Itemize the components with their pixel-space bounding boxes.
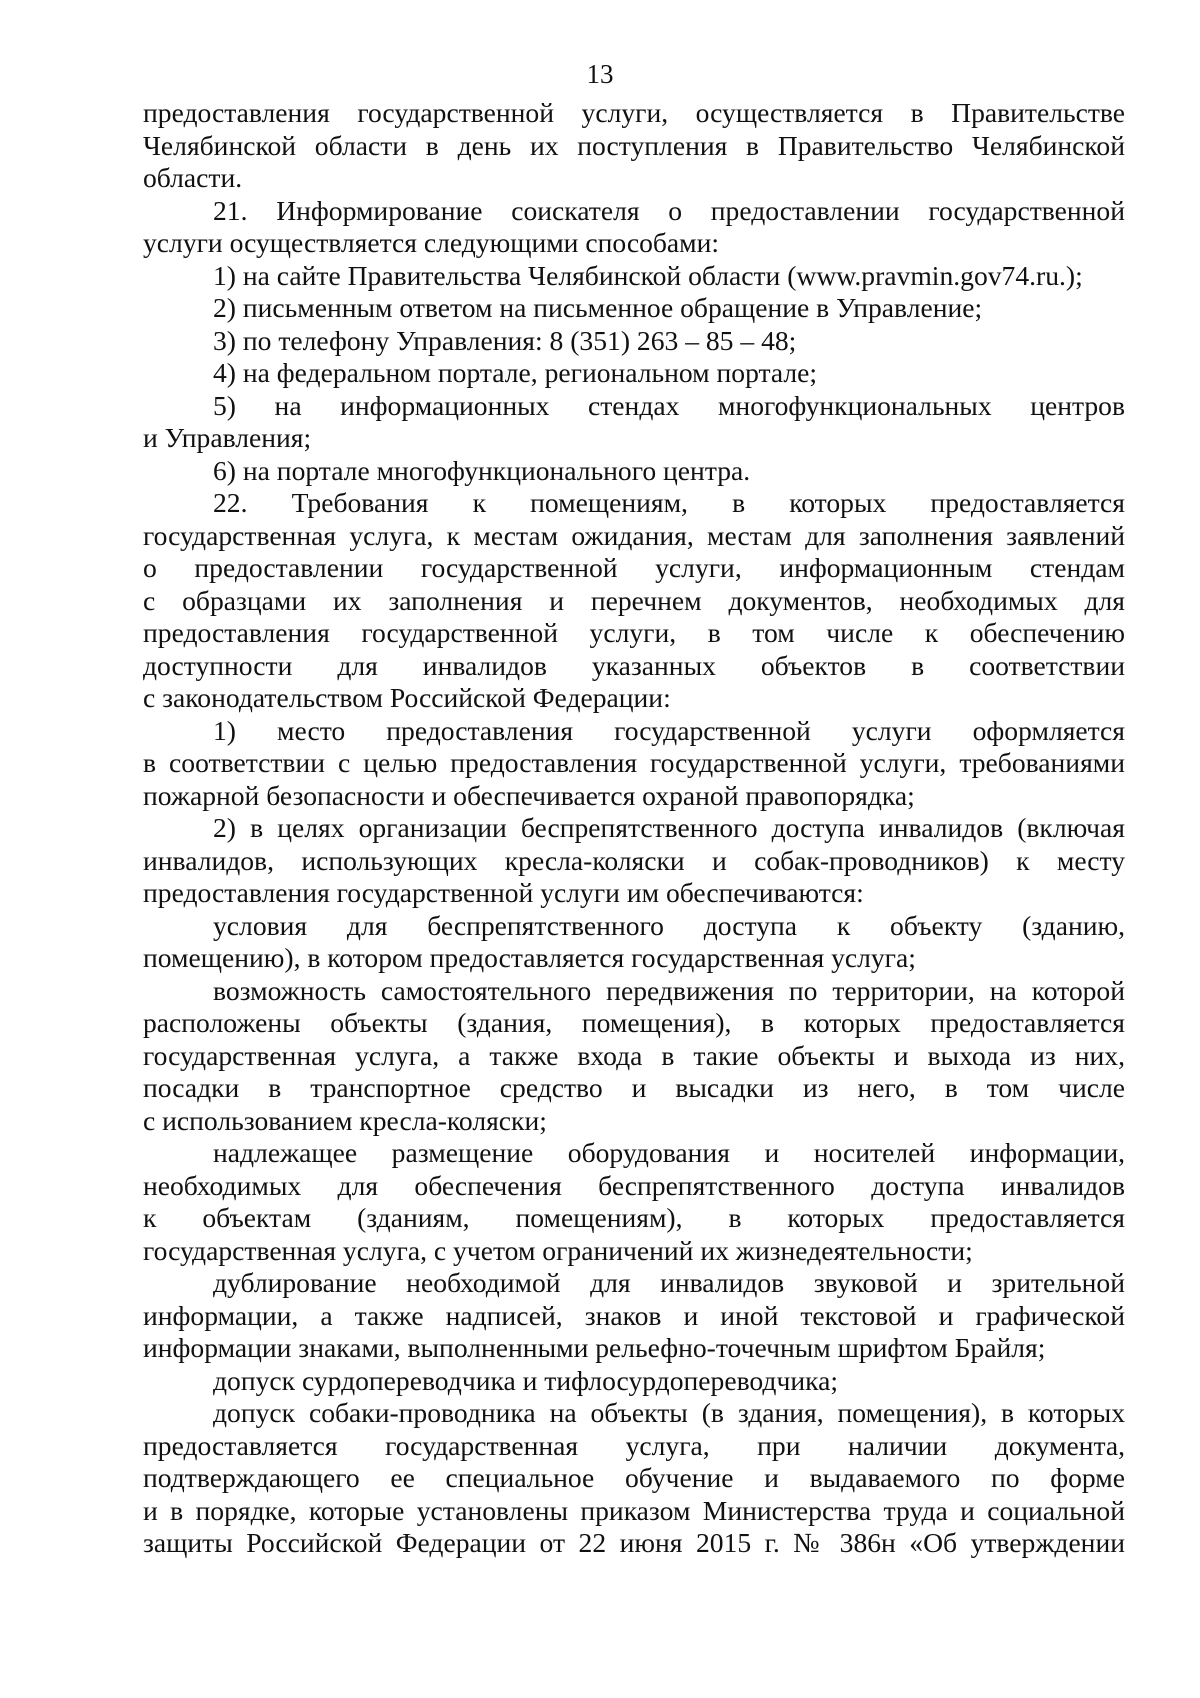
text-line: государственная услуга, к местам ожидания, местам для заполнения заявлений xyxy=(143,519,1125,551)
text-line: о предоставлении государственной услуги, информационным стендам xyxy=(143,552,1125,583)
paragraph xyxy=(143,325,1125,358)
text-line: с законодательством Российской Федерации: xyxy=(143,682,671,713)
paragraph xyxy=(143,455,1125,488)
paragraph xyxy=(143,812,1125,910)
text-line: допуск сурдопереводчика и тифлосурдопереводчика; xyxy=(213,1364,838,1396)
text-line: необходимых для обеспечения беспрепятственного доступа инвалидов xyxy=(143,1169,1125,1201)
paragraph xyxy=(143,97,1125,195)
text-line: доступности для инвалидов указанных объектов в соответствии xyxy=(143,649,1125,681)
paragraph xyxy=(143,260,1125,293)
paragraph xyxy=(143,1397,1125,1560)
text-line: Челябинской области в день их поступления в Правительство Челябинской xyxy=(143,129,1125,161)
page-number: 13 xyxy=(586,59,614,89)
text-line: предоставления государственной услуги им обеспечиваются: xyxy=(143,877,864,908)
paragraph xyxy=(143,487,1125,715)
text-line: пожарной безопасности и обеспечивается охраной правопорядка; xyxy=(143,779,915,811)
text-line: допуск собаки-проводника на объекты (в здания, помещения), в которых xyxy=(213,1397,1125,1428)
paragraph xyxy=(143,292,1125,325)
paragraph xyxy=(143,1365,1125,1398)
text-line: предоставления государственной услуги, осуществляется в Правительстве xyxy=(143,97,1125,128)
text-line: 2) письменным ответом на письменное обращение в Управление; xyxy=(213,292,983,323)
text-line: с использованием кресла-коляски; xyxy=(143,1104,547,1136)
text-line: подтверждающего ее специальное обучение и выдаваемого по форме xyxy=(143,1462,1125,1493)
paragraph xyxy=(143,390,1125,455)
text-line: области. xyxy=(143,162,243,193)
text-line: защиты Российской Федерации от 22 июня 2015 г. № 386н «Об утверждении xyxy=(143,1527,1125,1558)
paragraph xyxy=(143,910,1125,975)
text-line: государственная услуга, с учетом ограничений их жизнедеятельности; xyxy=(143,1234,973,1266)
text-line: расположены объекты (здания, помещения), в которых предоставляется xyxy=(143,1007,1125,1038)
text-line: и Управления; xyxy=(143,422,312,453)
text-line: 3) по телефону Управления: 8 (351) 263 – 85 – 48; xyxy=(213,324,797,356)
paragraph xyxy=(143,715,1125,813)
text-line: предоставления государственной услуги, в том числе к обеспечению xyxy=(143,617,1125,648)
text-line: 1) место предоставления государственной услуги оформляется xyxy=(213,714,1125,746)
text-line: 1) на сайте Правительства Челябинской области (www.pravmin.gov74.ru.); xyxy=(213,259,1083,291)
text-line: возможность самостоятельного передвижения по территории, на которой xyxy=(213,974,1125,1006)
text-line: посадки в транспортное средство и высадки из него, в том числе xyxy=(143,1072,1125,1103)
text-line: предоставляется государственная услуга, при наличии документа, xyxy=(143,1429,1125,1461)
document-body xyxy=(143,97,1125,1560)
text-line: 21. Информирование соискателя о предоставлении государственной xyxy=(213,194,1125,226)
text-line: 4) на федеральном портале, региональном портале; xyxy=(213,357,818,388)
text-line: инвалидов, использующих кресла-коляски и собак-проводников) к месту xyxy=(143,844,1125,876)
text-line: информации знаками, выполненными рельефно-точечным шрифтом Брайля; xyxy=(143,1332,1046,1363)
text-line: и в порядке, которые установлены приказом Министерства труда и социальной xyxy=(143,1494,1125,1526)
text-line: условия для беспрепятственного доступа к объекту (зданию, xyxy=(213,909,1125,941)
paragraph xyxy=(143,975,1125,1138)
text-line: 22. Требования к помещениям, в которых предоставляется xyxy=(213,487,1125,518)
text-line: к объектам (зданиям, помещениям), в которых предоставляется xyxy=(143,1202,1125,1233)
text-line: 5) на информационных стендах многофункциональных центров xyxy=(213,389,1125,421)
paragraph xyxy=(143,195,1125,260)
text-line: в соответствии с целью предоставления государственной услуги, требованиями xyxy=(143,747,1125,778)
text-line: 6) на портале многофункционального центра. xyxy=(213,454,751,486)
paragraph xyxy=(143,1137,1125,1267)
paragraph xyxy=(143,357,1125,390)
paragraph xyxy=(143,1267,1125,1365)
text-line: помещению), в котором предоставляется государственная услуга; xyxy=(143,942,916,973)
text-line: с образцами их заполнения и перечнем документов, необходимых для xyxy=(143,584,1125,616)
text-line: государственная услуга, а также входа в такие объекты и выхода из них, xyxy=(143,1039,1125,1071)
text-line: 2) в целях организации беспрепятственного доступа инвалидов (включая xyxy=(213,812,1125,843)
text-line: дублирование необходимой для инвалидов звуковой и зрительной xyxy=(213,1267,1125,1298)
text-line: надлежащее размещение оборудования и носителей информации, xyxy=(213,1137,1125,1168)
text-line: информации, а также надписей, знаков и иной текстовой и графической xyxy=(143,1299,1125,1331)
text-line: услуги осуществляется следующими способами: xyxy=(143,227,720,258)
